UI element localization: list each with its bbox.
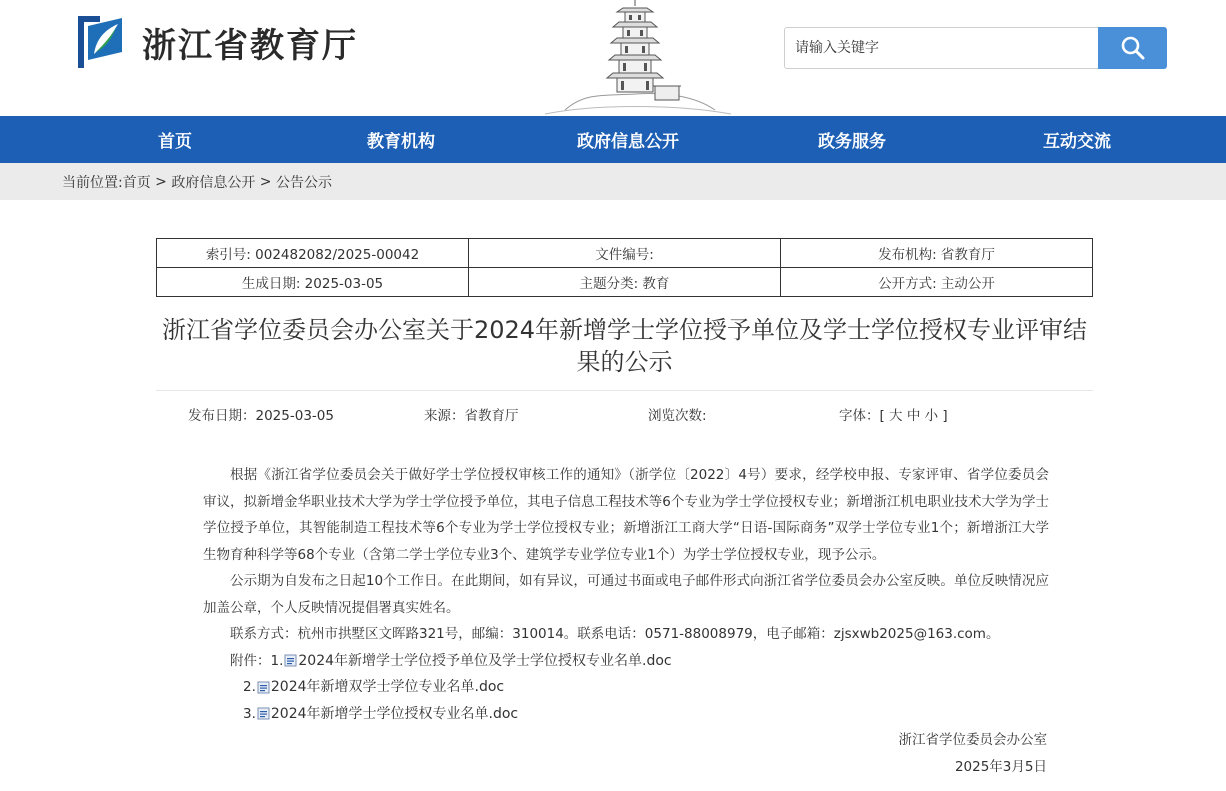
article-source: 来源：省教育厅 — [424, 408, 519, 424]
attachment-link[interactable]: 2024年新增学士学位授予单位及学士学位授权专业名单.doc — [298, 652, 672, 669]
attachment-link[interactable]: 2024年新增学士学位授权专业名单.doc — [270, 705, 519, 722]
search-bar — [784, 27, 1167, 69]
pagoda-illustration — [535, 0, 735, 116]
breadcrumb-gov-info[interactable]: 政府信息公开 — [171, 174, 256, 191]
attachment-number: 2. — [243, 679, 256, 695]
doc-file-icon — [257, 681, 270, 694]
publish-date: 发布日期：2025-03-05 — [188, 408, 334, 424]
body-paragraph: 根据《浙江省学位委员会关于做好学士学位授权审核工作的通知》（浙学位〔2022〕4号）要求，经学校申报、专家评审、省学位委员会审议，拟新增金华职业技术大学为学士学位授予单位，其电子信息工程技术等6个专业为学士学位授权专业；新增浙江机电职业技术大学为学士学位授予单位，其智能制造工程技术等6个专业为学士学位授权专业；新增浙江工商大学“日语-国际商务”双学士学位专业1个；新增浙江大学生物育种科学等68个专业（含第二学士学位专业3个、建筑学专业学位专业1个）为学士学位授权专业，现予公示。 — [203, 467, 1049, 563]
body-paragraph: 公示期为自发布之日起10个工作日。在此期间，如有异议，可通过书面或电子邮件形式向浙江省学位委员会办公室反映。单位反映情况应加盖公章，个人反映情况提倡署真实姓名。 — [203, 573, 1049, 616]
meta-created-date: 生成日期: 2025-03-05 — [157, 268, 469, 297]
attachment-row — [203, 648, 1049, 675]
search-button[interactable] — [1098, 27, 1167, 69]
meta-category: 主题分类: 教育 — [469, 268, 781, 297]
document-meta-table — [156, 238, 1093, 297]
meta-doc-no: 文件编号: — [469, 239, 781, 268]
signature-date: 2025年3月5日 — [954, 758, 1047, 775]
meta-open-mode: 公开方式: 主动公开 — [781, 268, 1093, 297]
nav-home[interactable]: 首页 — [158, 132, 192, 152]
breadcrumb-home[interactable]: 首页 — [122, 174, 151, 191]
main-nav — [0, 116, 1226, 163]
attachment-row — [203, 701, 1049, 728]
nav-interaction[interactable]: 互动交流 — [1043, 132, 1111, 152]
site-name: 浙江省教育厅 — [142, 25, 358, 66]
article-body — [203, 462, 1049, 780]
breadcrumb-announcements[interactable]: 公告公示 — [276, 174, 332, 191]
breadcrumb-prefix: 当前位置: — [62, 174, 123, 191]
meta-index-no: 索引号: 002482082/2025-00042 — [157, 239, 469, 268]
font-size-switcher[interactable]: 字体：[ 大 中 小 ] — [839, 408, 948, 424]
article-title: 浙江省学位委员会办公室关于2024年新增学士学位授予单位及学士学位授权专业评审结果的公示 — [161, 316, 1088, 376]
doc-file-icon — [284, 654, 297, 667]
breadcrumb-separator: > — [255, 173, 276, 190]
search-input[interactable] — [784, 27, 1098, 69]
site-header — [0, 0, 1226, 116]
nav-institutions[interactable]: 教育机构 — [367, 132, 435, 152]
logo-emblem-icon — [72, 12, 128, 72]
attachments-label: 附件： — [230, 652, 271, 669]
table-row — [157, 239, 1093, 268]
nav-gov-info[interactable]: 政府信息公开 — [577, 132, 679, 152]
signature-org: 浙江省学位委员会办公室 — [898, 732, 1047, 748]
meta-publisher: 发布机构: 省教育厅 — [781, 239, 1093, 268]
breadcrumb-separator: > — [150, 173, 172, 190]
attachment-number: 1. — [270, 652, 284, 669]
contact-info: 联系方式：杭州市拱墅区文晖路321号，邮编：310014。联系电话：0571-88008979，电子邮箱：zjsxwb2025@163.com。 — [230, 626, 1000, 642]
attachment-row — [203, 674, 1049, 701]
view-count: 浏览次数: — [648, 408, 707, 424]
site-logo[interactable] — [72, 12, 358, 72]
search-icon — [1120, 35, 1146, 61]
nav-services[interactable]: 政务服务 — [818, 132, 886, 152]
title-divider — [156, 390, 1093, 391]
attachment-link[interactable]: 2024年新增双学士学位专业名单.doc — [270, 679, 505, 695]
attachment-number: 3. — [243, 705, 256, 722]
doc-file-icon — [257, 707, 270, 720]
breadcrumb — [0, 163, 1226, 200]
table-row — [157, 268, 1093, 297]
